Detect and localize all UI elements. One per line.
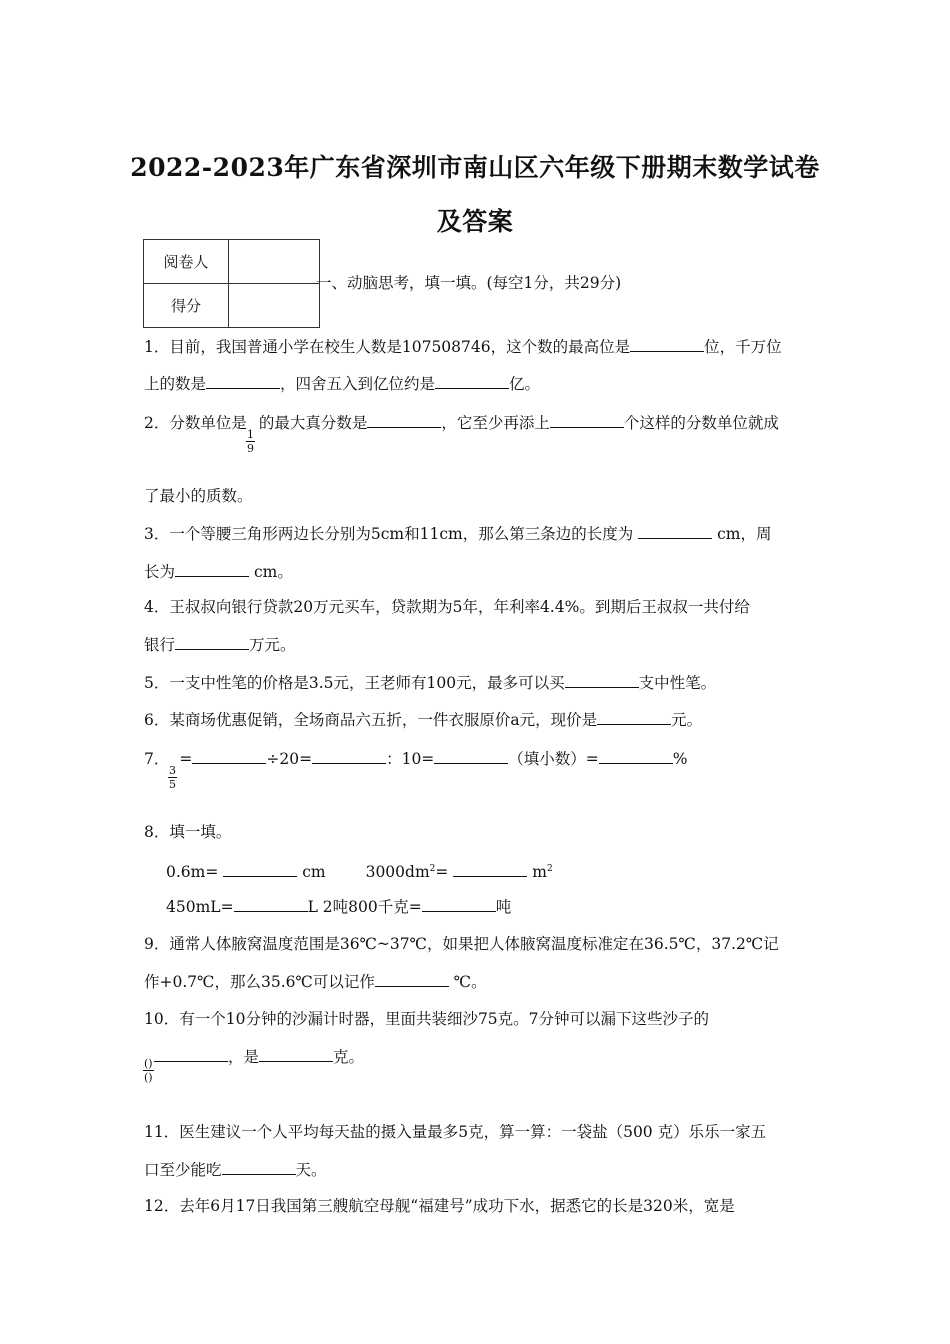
answer-blank[interactable] <box>453 861 527 877</box>
answer-blank[interactable] <box>565 672 639 688</box>
question-9-line1: 9．通常人体腋窝温度范围是36℃~37℃，如果把人体腋窝温度标准定在36.5℃，37.2℃记 <box>144 935 779 953</box>
answer-blank[interactable] <box>175 561 249 577</box>
answer-blank[interactable] <box>367 412 441 428</box>
score-table <box>143 239 320 328</box>
score-label: 得分 <box>144 284 229 328</box>
question-2-line1: 2．分数单位是 的最大真分数是 ，它至少再添上 个这样的分数单位就成 <box>144 414 779 432</box>
answer-blank[interactable] <box>422 896 496 912</box>
answer-blank[interactable] <box>597 709 671 725</box>
answer-blank[interactable] <box>175 634 249 650</box>
question-8-row2: 450mL= L 2吨800千克= 吨 <box>166 898 512 916</box>
question-7: 7． = ÷20= ：10= （填小数）= % <box>144 750 688 768</box>
question-12-line1: 12．去年6月17日我国第三艘航空母舰“福建号”成功下水，据悉它的长是320米，宽是 <box>144 1197 735 1215</box>
answer-blank[interactable] <box>375 971 449 987</box>
answer-blank[interactable] <box>312 748 386 764</box>
question-8-row1: 0.6m= cm $3000dm^2= m^2$ <box>166 863 553 882</box>
question-9-line2: 作+0.7℃，那么35.6℃可以记作 ℃。 <box>144 973 487 991</box>
answer-blank[interactable] <box>434 748 508 764</box>
question-11-line1: 11．医生建议一个人平均每天盐的摄入量最多5克，算一算：一袋盐（500 克）乐乐一家五 <box>144 1123 767 1141</box>
question-1-line2: 上的数是 ，四舍五入到亿位约是 亿。 <box>144 375 541 393</box>
answer-blank[interactable] <box>599 748 673 764</box>
question-4-line1: 4．王叔叔向银行贷款20万元买车，贷款期为5年，年利率4.4%。到期后王叔叔一共付给 <box>144 598 750 616</box>
question-4-line2: 银行 万元。 <box>144 636 296 654</box>
fraction-blank: () () <box>144 1057 153 1084</box>
score-cell <box>229 284 320 328</box>
page-title: 2022-2023年广东省深圳市南山区六年级下册期末数学试卷 <box>130 153 820 182</box>
answer-blank[interactable] <box>550 412 624 428</box>
question-2-line2: 了最小的质数。 <box>144 487 253 505</box>
answer-blank[interactable] <box>630 336 704 352</box>
answer-blank[interactable] <box>222 1159 296 1175</box>
page-title-line2: 及答案 <box>436 207 514 236</box>
answer-blank[interactable] <box>435 373 509 389</box>
grader-cell <box>229 240 320 284</box>
answer-blank[interactable] <box>223 861 297 877</box>
question-10-line2: ，是 克。 <box>144 1046 364 1067</box>
answer-blank[interactable] <box>638 523 712 539</box>
question-8: 8．填一填。 <box>144 823 232 841</box>
answer-blank[interactable] <box>259 1046 333 1062</box>
grader-label: 阅卷人 <box>144 240 229 284</box>
answer-blank[interactable] <box>206 373 280 389</box>
question-1-line1: 1．目前，我国普通小学在校生人数是107508746，这个数的最高位是 位，千万位 <box>144 338 782 356</box>
question-11-line2: 口至少能吃 天。 <box>144 1161 327 1179</box>
question-6: 6．某商场优惠促销，全场商品六五折，一件衣服原价a元，现价是 元。 <box>144 711 703 729</box>
question-5: 5．一支中性笔的价格是3.5元，王老师有100元，最多可以买 支中性笔。 <box>144 674 717 692</box>
section-heading: 一、动脑思考，填一填。(每空1分，共29分) <box>316 274 622 292</box>
fraction-one-ninth: $\frac{1}{9}$ <box>247 428 254 455</box>
answer-blank[interactable] <box>234 896 308 912</box>
fraction-three-fifths: $\frac{3}{5}$ <box>169 764 176 791</box>
question-3-line1: 3．一个等腰三角形两边长分别为5cm和11cm，那么第三条边的长度为 cm，周 <box>144 525 772 543</box>
answer-blank[interactable] <box>192 748 266 764</box>
answer-blank[interactable] <box>154 1046 228 1062</box>
question-10-line1: 10．有一个10分钟的沙漏计时器，里面共装细沙75克。7分钟可以漏下这些沙子的 <box>144 1010 710 1028</box>
question-3-line2: 长为 cm。 <box>144 563 293 581</box>
